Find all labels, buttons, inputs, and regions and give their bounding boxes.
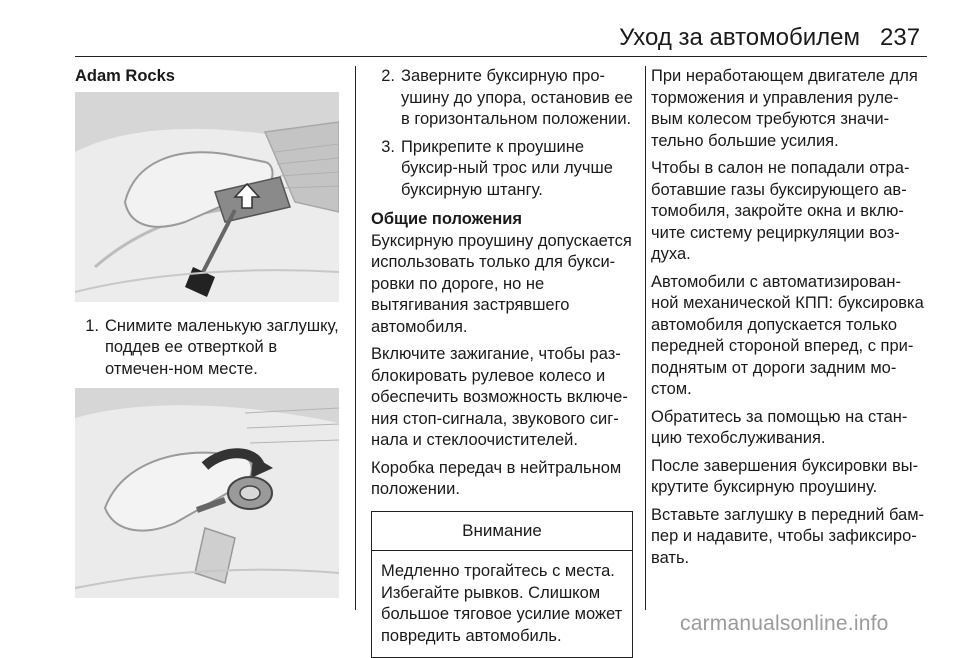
page-number: 237: [880, 24, 920, 52]
figure-screw-tow-eye: [75, 388, 339, 598]
warning-title: Внимание: [372, 512, 632, 552]
paragraph: Вставьте заглушку в передний бам-пер и надавите, чтобы зафиксиро-вать.: [651, 505, 927, 570]
paragraph: Коробка передач в нейтральном положении.: [371, 458, 633, 501]
column-divider-1: [355, 66, 356, 610]
column-right: [651, 66, 927, 575]
step-item: [75, 316, 341, 381]
warning-box: [371, 511, 633, 658]
page-header-title: Уход за автомобилем: [560, 24, 860, 52]
step-number: 3.: [371, 137, 401, 202]
column-divider-2: [645, 66, 646, 610]
paragraph: Обратитесь за помощью на стан-цию техобслуживания.: [651, 407, 927, 450]
figure-remove-cap: [75, 92, 339, 302]
paragraph: Включите зажигание, чтобы раз-блокировать рулевое колесо и обеспечить возможность включе-ния стоп-сигнала, звукового сиг-нала и стеклоочистителей.: [371, 344, 633, 452]
column-middle: [371, 66, 633, 658]
warning-text: Медленно трогайтесь с места. Избегайте рывков. Слишком большое тяговое усилие может повредить автомобиль.: [372, 551, 632, 657]
paragraph: После завершения буксировки вы-крутите буксирную проушину.: [651, 456, 927, 499]
tow-eye-illustration: [75, 388, 339, 598]
step-number: 2.: [371, 66, 401, 131]
paragraph: Автомобили с автоматизирован-ной механической КПП: буксировка автомобиля допускается только передней стороной вперед, с при-поднятым от дороги задним мо-стом.: [651, 272, 927, 401]
step-text: Заверните буксирную про-ушину до упора, остановив ее в горизонтальном положении.: [401, 66, 633, 131]
step-item: [371, 137, 633, 202]
step-text: Снимите маленькую заглушку, поддев ее отверткой в отмечен-ном месте.: [105, 316, 341, 381]
paragraph: Буксирную проушину допускается использовать только для букси-ровки по дороге, но не вытягивания застрявшего автомобиля.: [371, 231, 633, 339]
watermark-text: carmanualsonline.info: [680, 612, 889, 636]
step-item: [371, 66, 633, 131]
header-rule: [75, 56, 927, 57]
model-heading: Adam Rocks: [75, 66, 341, 88]
paragraph: При неработающем двигателе для торможения и управления руле-вым колесом требуются значи-тельно большие усилия.: [651, 66, 927, 152]
step-text: Прикрепите к проушине буксир-ный трос или лучше буксирную штангу.: [401, 137, 633, 202]
step-number: 1.: [75, 316, 105, 381]
bumper-screwdriver-illustration: [75, 92, 339, 302]
section-title: Общие положения: [371, 209, 633, 231]
column-left: [75, 66, 341, 598]
paragraph: Чтобы в салон не попадали отра-ботавшие газы буксирующего ав-томобиля, закройте окна и вклю-чите систему рециркуляции воз-духа.: [651, 158, 927, 266]
